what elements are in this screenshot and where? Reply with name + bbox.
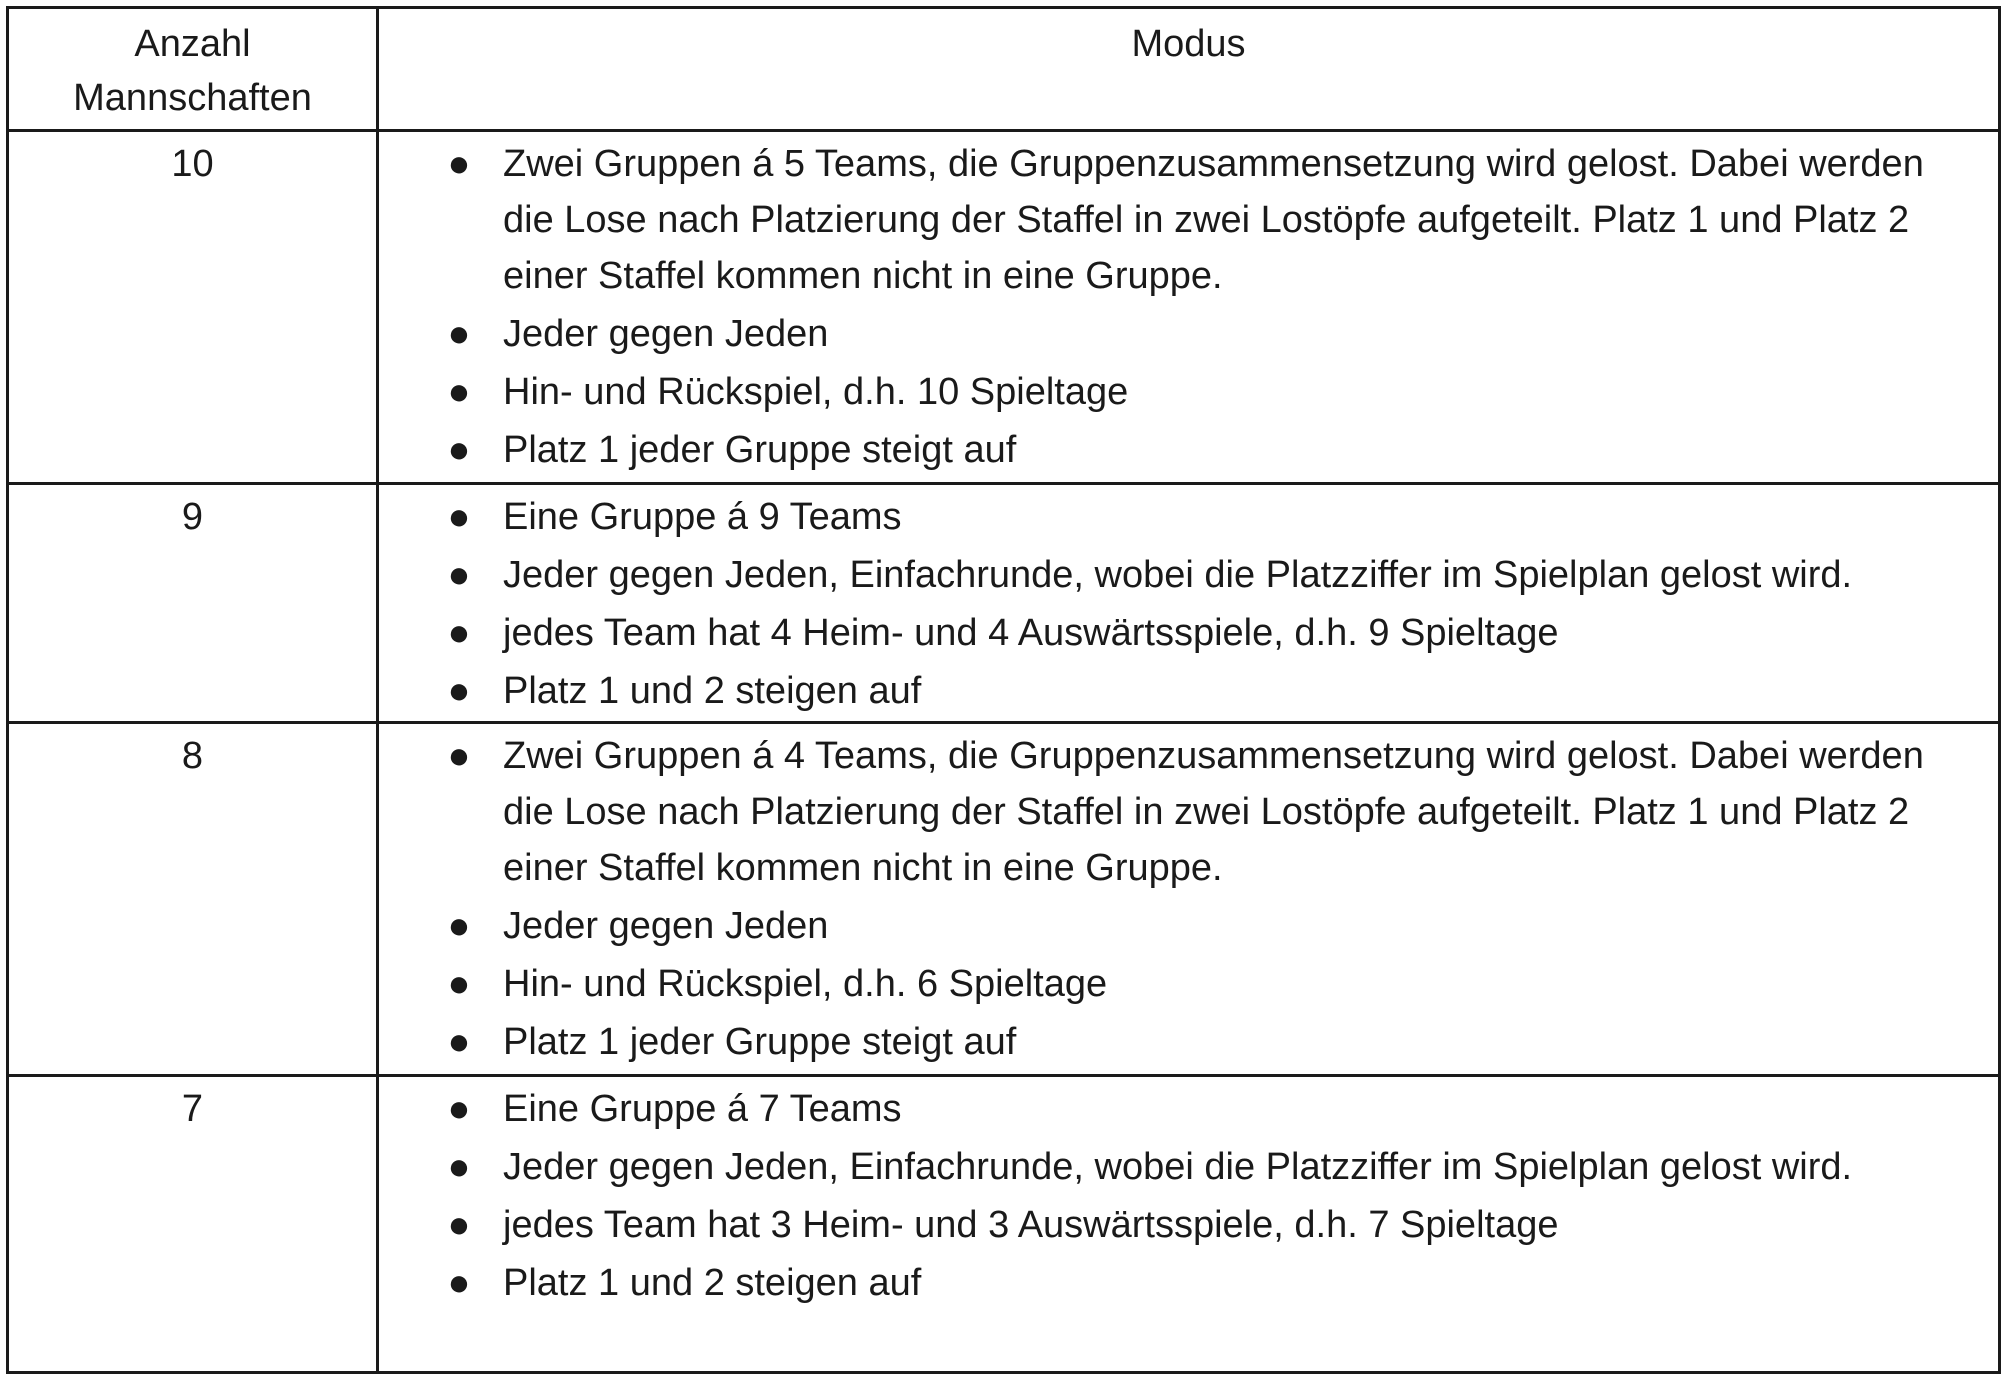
list-item [379,1081,1978,1137]
list-item [379,1197,1978,1253]
table-row [8,1076,2000,1373]
mode-list [379,136,1978,478]
list-item-text: Hin- und Rückspiel, d.h. 6 Spieltage [503,963,1108,1005]
list-item [379,136,1978,304]
bullet-icon: ● [447,1021,471,1063]
table-row [8,723,2000,1076]
list-item-text: Platz 1 jeder Gruppe steigt auf [503,1021,1017,1063]
mode-list [379,489,1978,719]
list-item [379,956,1978,1012]
mode-cell [378,484,2000,723]
mode-cell [378,723,2000,1076]
bullet-icon: ● [447,554,471,596]
header-row [8,8,2000,131]
list-item-text: Zwei Gruppen á 4 Teams, die Gruppenzusammensetzung wird gelost. Dabei werden die Lose nach Platzierung der Staffel in zwei Lostöpfe aufgeteilt. Platz 1 und Platz 2 einer Staffel kommen nicht in eine Gruppe. [503,735,1924,889]
header-mode: Modus [378,8,2000,131]
list-item [379,728,1978,896]
list-item [379,1014,1978,1070]
bullet-icon: ● [447,670,471,712]
bullet-icon: ● [447,371,471,413]
bullet-icon: ● [447,905,471,947]
bullet-icon: ● [447,1204,471,1246]
header-count-line1: Anzahl [134,23,251,65]
list-item [379,306,1978,362]
bullet-icon: ● [447,143,471,185]
list-item-text: Platz 1 und 2 steigen auf [503,670,922,712]
list-item-text: Zwei Gruppen á 5 Teams, die Gruppenzusammensetzung wird gelost. Dabei werden die Lose nach Platzierung der Staffel in zwei Lostöpfe aufgeteilt. Platz 1 und Platz 2 einer Staffel kommen nicht in eine Gruppe. [503,143,1924,297]
bullet-icon: ● [447,1146,471,1188]
list-item-text: jedes Team hat 3 Heim- und 3 Auswärtsspiele, d.h. 7 Spieltage [503,1204,1559,1246]
team-count-cell: 8 [8,723,378,1076]
bullet-icon: ● [447,612,471,654]
bullet-icon: ● [447,963,471,1005]
bullet-icon: ● [447,1088,471,1130]
list-item-text: Jeder gegen Jeden, Einfachrunde, wobei die Platzziffer im Spielplan gelost wird. [503,554,1853,596]
list-item [379,422,1978,478]
bullet-icon: ● [447,1262,471,1304]
team-count-cell: 7 [8,1076,378,1373]
list-item-text: jedes Team hat 4 Heim- und 4 Auswärtsspiele, d.h. 9 Spieltage [503,612,1559,654]
modus-table [6,6,2001,1374]
bullet-icon: ● [447,429,471,471]
team-count-cell: 9 [8,484,378,723]
list-item [379,898,1978,954]
list-item-text: Hin- und Rückspiel, d.h. 10 Spieltage [503,371,1129,413]
bullet-icon: ● [447,313,471,355]
mode-list [379,728,1978,1070]
list-item [379,1255,1978,1311]
table-body [8,131,2000,1373]
mode-list [379,1081,1978,1311]
list-item-text: Jeder gegen Jeden, Einfachrunde, wobei die Platzziffer im Spielplan gelost wird. [503,1146,1853,1188]
list-item-text: Platz 1 jeder Gruppe steigt auf [503,429,1017,471]
bullet-icon: ● [447,496,471,538]
list-item-text: Jeder gegen Jeden [503,313,829,355]
bullet-icon: ● [447,735,471,777]
list-item [379,663,1978,719]
list-item-text: Eine Gruppe á 7 Teams [503,1088,902,1130]
list-item [379,547,1978,603]
mode-cell [378,131,2000,484]
team-count-cell: 10 [8,131,378,484]
list-item [379,1139,1978,1195]
table-row [8,131,2000,484]
header-count [8,8,378,131]
header-count-line2: Mannschaften [73,77,312,119]
list-item-text: Platz 1 und 2 steigen auf [503,1262,922,1304]
list-item-text: Jeder gegen Jeden [503,905,829,947]
table-row [8,484,2000,723]
list-item [379,364,1978,420]
list-item-text: Eine Gruppe á 9 Teams [503,496,902,538]
list-item [379,605,1978,661]
mode-cell [378,1076,2000,1373]
list-item [379,489,1978,545]
